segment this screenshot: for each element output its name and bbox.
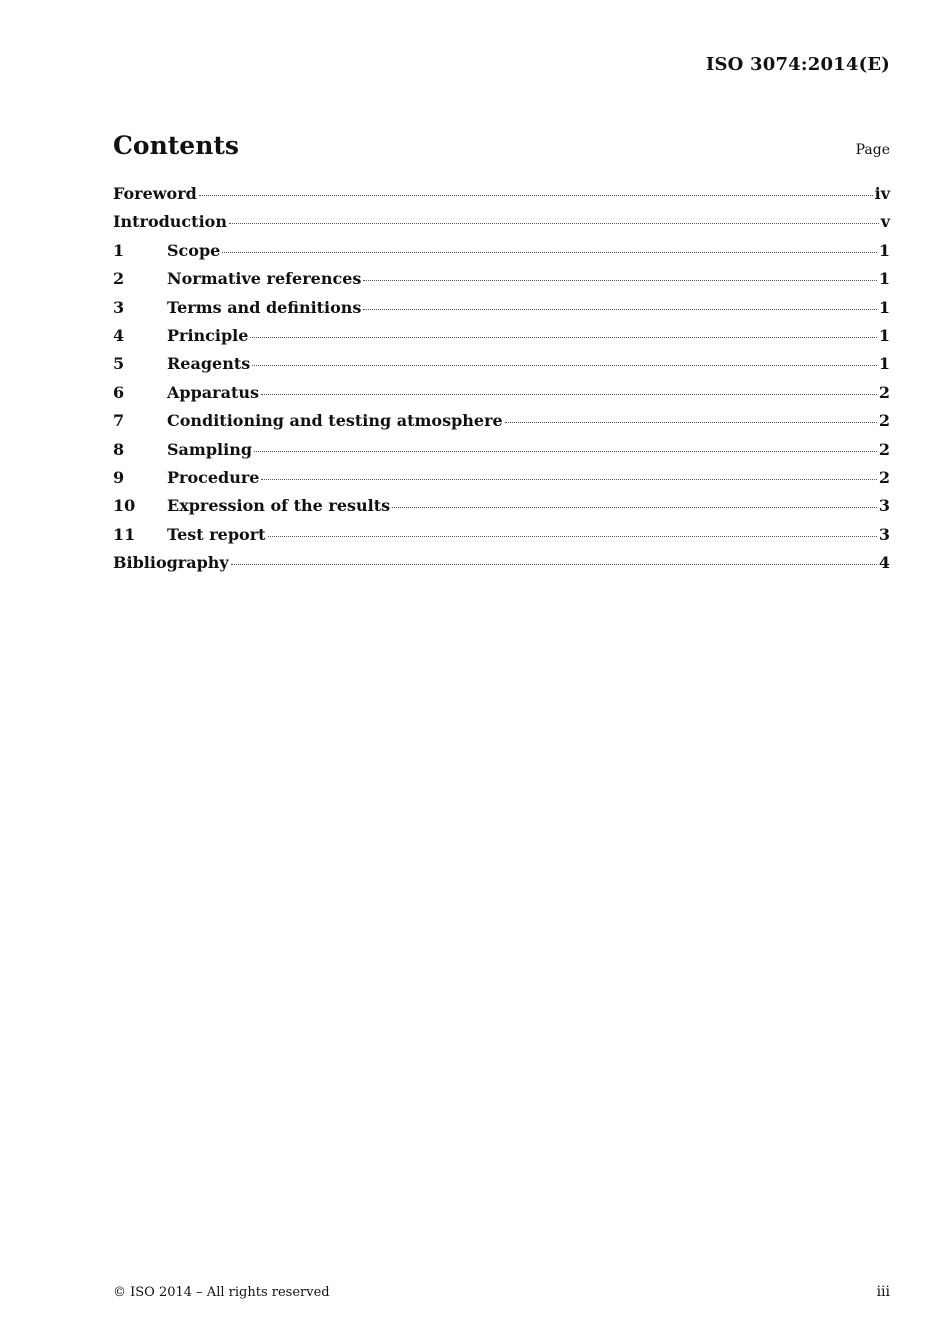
toc-entry-normative-references[interactable]	[113, 269, 890, 297]
toc-entry-scope[interactable]	[113, 241, 890, 269]
toc-entry-number: 6	[113, 382, 125, 402]
toc-entry-page: 1	[878, 297, 890, 317]
dot-leader	[268, 536, 877, 537]
toc-entry-page: 2	[878, 467, 890, 487]
dot-leader	[252, 365, 877, 366]
toc-entry-title: Introduction	[113, 212, 227, 232]
toc-entry-title: Reagents	[167, 354, 251, 374]
dot-leader	[363, 280, 876, 281]
toc-entry-title: Normative references	[167, 269, 362, 289]
toc-entry-number: 3	[113, 297, 125, 317]
toc-entry-apparatus[interactable]	[113, 383, 890, 411]
dot-leader	[392, 507, 877, 508]
toc-entry-title: Bibliography	[113, 553, 229, 573]
toc-entry-title: Test report	[167, 524, 266, 544]
dot-leader	[505, 422, 877, 423]
toc-entry-page: iv	[874, 184, 890, 203]
toc-entry-page: 2	[878, 411, 890, 431]
dot-leader	[250, 337, 876, 338]
toc-entry-title: Scope	[167, 240, 221, 260]
dot-leader	[199, 195, 873, 196]
toc-entry-title: Principle	[167, 325, 249, 345]
page-number: iii	[876, 1284, 890, 1300]
toc-entry-page: 2	[878, 382, 890, 402]
toc-entry-foreword[interactable]	[113, 184, 890, 212]
toc-entry-page: 1	[878, 354, 890, 374]
table-of-contents	[113, 184, 890, 581]
toc-entry-title: Apparatus	[167, 382, 259, 402]
toc-entry-page: 4	[878, 553, 890, 573]
toc-entry-number: 10	[113, 496, 136, 516]
dot-leader	[222, 252, 877, 253]
toc-entry-title: Sampling	[167, 439, 253, 459]
toc-entry-title: Foreword	[113, 184, 197, 203]
toc-entry-number: 2	[113, 269, 125, 289]
toc-entry-title: Conditioning and testing atmosphere	[167, 411, 503, 431]
toc-entry-page: 3	[878, 496, 890, 516]
toc-entry-principle[interactable]	[113, 326, 890, 354]
toc-entry-number: 4	[113, 325, 125, 345]
dot-leader	[231, 564, 877, 565]
toc-entry-terms-and-definitions[interactable]	[113, 298, 890, 326]
toc-entry-page: 1	[878, 325, 890, 345]
dot-leader	[229, 223, 879, 224]
toc-entry-page: 3	[878, 524, 890, 544]
toc-entry-title: Terms and definitions	[167, 297, 362, 317]
dot-leader	[261, 479, 876, 480]
toc-entry-title: Procedure	[167, 467, 260, 487]
toc-entry-page: 1	[878, 240, 890, 260]
toc-entry-page: 2	[878, 439, 890, 459]
toc-entry-number: 8	[113, 439, 125, 459]
toc-entry-expression-of-the-results[interactable]	[113, 496, 890, 524]
dot-leader	[261, 394, 877, 395]
contents-heading: Contents	[113, 131, 240, 160]
toc-entry-number: 9	[113, 467, 125, 487]
dot-leader	[363, 309, 876, 310]
toc-entry-number: 5	[113, 354, 125, 374]
toc-entry-number: 1	[113, 240, 125, 260]
copyright-notice: © ISO 2014 – All rights reserved	[113, 1285, 330, 1300]
toc-entry-test-report[interactable]	[113, 525, 890, 553]
toc-entry-procedure[interactable]	[113, 468, 890, 496]
toc-entry-bibliography[interactable]	[113, 553, 890, 581]
toc-entry-reagents[interactable]	[113, 354, 890, 382]
toc-entry-page: v	[880, 212, 890, 232]
toc-entry-number: 7	[113, 411, 125, 431]
toc-entry-conditioning-and-testing-atmosphere[interactable]	[113, 411, 890, 439]
toc-entry-introduction[interactable]	[113, 212, 890, 240]
toc-entry-number: 11	[113, 524, 136, 544]
page-column-label: Page	[855, 142, 890, 158]
toc-entry-title: Expression of the results	[167, 496, 391, 516]
toc-entry-sampling[interactable]	[113, 440, 890, 468]
document-identifier: ISO 3074:2014(E)	[705, 54, 890, 75]
toc-entry-page: 1	[878, 269, 890, 289]
dot-leader	[254, 451, 877, 452]
